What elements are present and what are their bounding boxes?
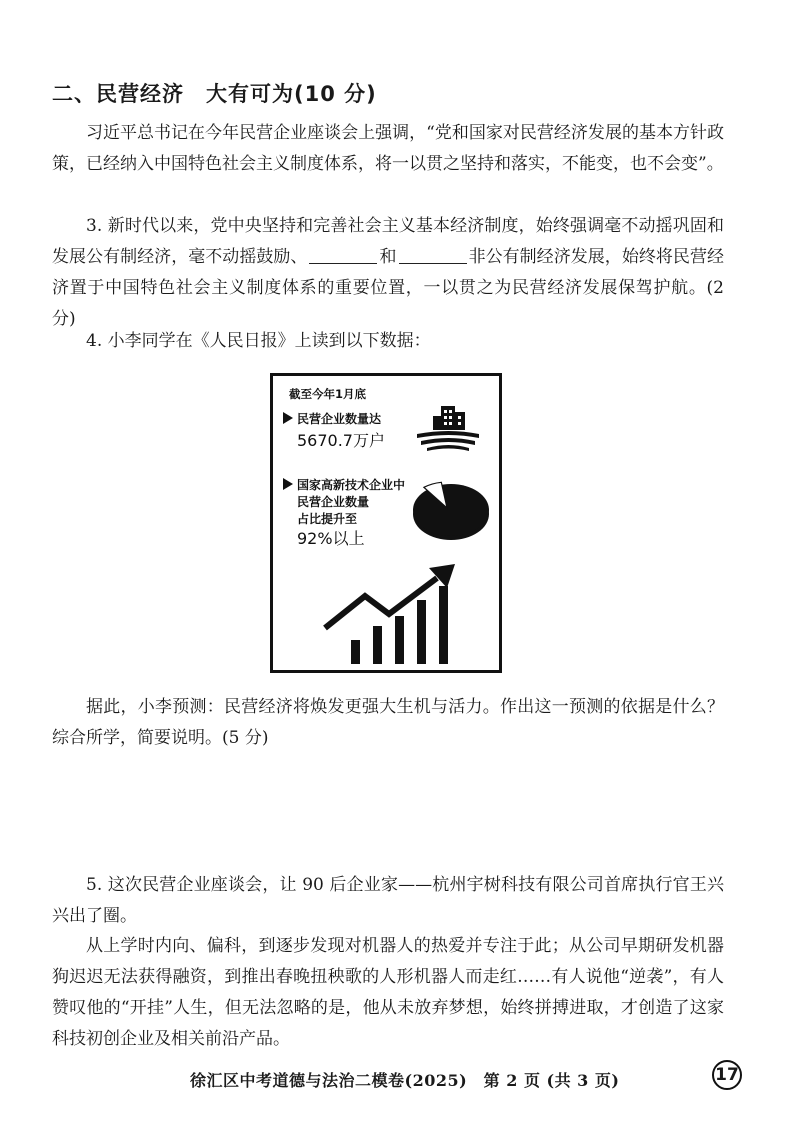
intro-paragraph: 习近平总书记在今年民营企业座谈会上强调，“党和国家对民营经济发展的基本方针政策，已经纳入中国特色社会主义制度体系，将一以贯之坚持和落实，不能变，也不会变”。 — [52, 123, 724, 174]
answer-blank-2[interactable] — [399, 245, 467, 264]
infographic-item2-label-3: 占比提升至 — [297, 512, 358, 526]
triangle-marker-icon — [283, 412, 293, 424]
infographic-item2-label-1: 国家高新技术企业中 — [297, 478, 406, 492]
infographic-item1-value: 5670.7万户 — [297, 431, 385, 450]
triangle-marker-icon — [283, 478, 293, 490]
question-3-text-3: 非公有制经济发展，始终将民营经济置于中国特色社会主义制度体系的重要位置，一以贯之为民营经济发展保驾护航。(2 分) — [52, 247, 724, 329]
infographic-item2-value: 92%以上 — [297, 529, 365, 548]
answer-blank-1[interactable] — [309, 245, 377, 264]
rising-bar-chart-icon — [323, 562, 483, 666]
infographic-header: 截至今年1月底 — [289, 387, 367, 401]
building-icon — [415, 402, 481, 452]
page-footer: 徐汇区中考道德与法治二模卷(2025) 第 2 页 (共 3 页) — [190, 1071, 620, 1090]
question-3-text-1: 3. 新时代以来，党中央坚持和完善社会主义基本经济制度，始终强调毫不动摇巩固和发展公有制经济，毫不动摇鼓励、 — [52, 216, 724, 267]
pie-chart-icon — [409, 480, 493, 544]
question-4-question: 据此，小李预测：民营经济将焕发更强大生机与活力。作出这一预测的依据是什么？综合所学，简要说明。(5 分) — [52, 697, 724, 748]
question-4-intro: 4. 小李同学在《人民日报》上读到以下数据： — [86, 331, 431, 351]
question-5-intro: 5. 这次民营企业座谈会，让 90 后企业家——杭州宇树科技有限公司首席执行官王兴兴出了圈。 — [52, 875, 724, 926]
question-5-story: 从上学时内向、偏科，到逐步发现对机器人的热爱并专注于此；从公司早期研发机器狗迟迟无法获得融资，到推出春晚扭秧歌的人形机器人而走红……有人说他“逆袭”，有人赞叹他的“开挂”人生，但无法忽略的是，他从未放弃梦想，始终拼搏进取，才创造了这家科技初创企业及相关前沿产品。 — [52, 936, 724, 1049]
page-number-badge: 17 — [712, 1060, 742, 1090]
infographic — [270, 373, 502, 673]
section-title: 二、民营经济 大有可为(10 分) — [52, 82, 377, 106]
question-3 — [52, 211, 724, 335]
infographic-item2-label-2: 民营企业数量 — [297, 495, 370, 509]
infographic-item1-label: 民营企业数量达 — [297, 412, 382, 426]
question-3-text-2: 和 — [379, 247, 397, 267]
